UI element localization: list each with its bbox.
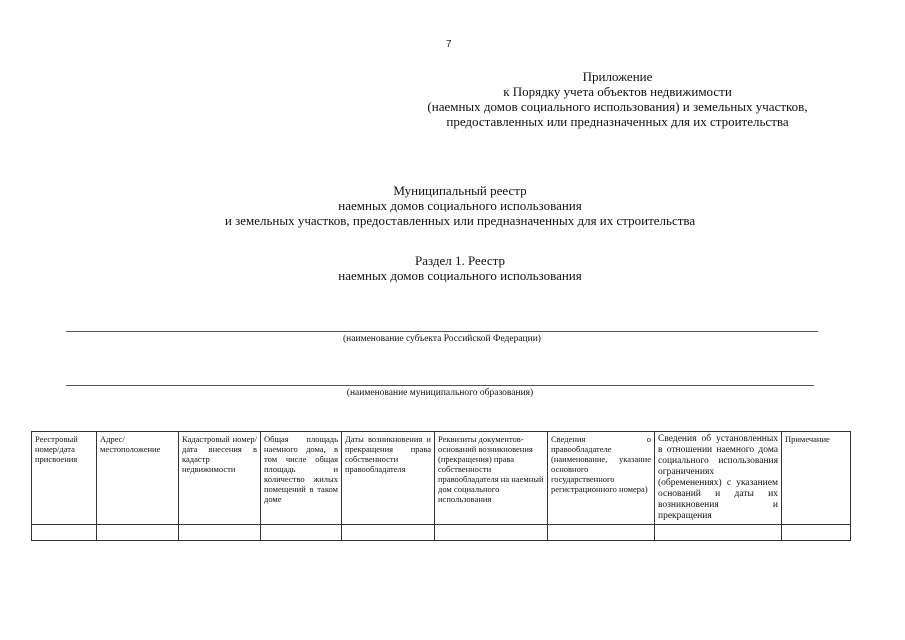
subject-field-caption: (наименование субъекта Российской Федерации) — [343, 334, 541, 344]
title-line: и земельных участков, предоставленных или предназначенных для их строительства — [224, 213, 696, 228]
column-header: Реквизиты документов-оснований возникновения (прекращения) права собственности правообладателя на наемный дом социального использования — [435, 432, 548, 525]
table-cell — [179, 525, 261, 541]
table-cell — [32, 525, 97, 541]
column-header: Общая площадь наемного дома, в том числе общая площадь и количество жилых помещений в таком доме — [261, 432, 342, 525]
table-cell — [548, 525, 655, 541]
column-header: Даты возникновения и прекращения права собственности правообладателя — [342, 432, 435, 525]
column-header: Адрес/ местоположение — [97, 432, 179, 525]
subject-field-line — [66, 331, 818, 332]
column-header: Примечание — [782, 432, 851, 525]
municipality-field-line — [66, 385, 814, 386]
appendix-header — [390, 69, 845, 129]
table-cell — [97, 525, 179, 541]
column-header: Кадастровый номер/дата внесения в кадастр недвижимости — [179, 432, 261, 525]
appendix-line: предоставленных или предназначенных для их строительства — [446, 114, 789, 129]
table-cell — [655, 525, 782, 541]
table-cell — [435, 525, 548, 541]
column-header: Реестровый номер/дата присвоения — [32, 432, 97, 525]
table-cell — [261, 525, 342, 541]
column-header: Сведения об установленных в отношении наемного дома социального использования ограничениях (обременениях) с указанием оснований и даты их возникновения и прекращения — [655, 432, 782, 525]
appendix-line: к Порядку учета объектов недвижимости — [503, 84, 732, 99]
section-line: наемных домов социального использования — [338, 268, 582, 283]
appendix-line: (наемных домов социального использования) и земельных участков, — [427, 99, 808, 114]
table-header-row — [32, 432, 851, 525]
table-cell — [342, 525, 435, 541]
appendix-line: Приложение — [582, 69, 653, 84]
document-title — [150, 183, 770, 228]
table-row — [32, 525, 851, 541]
table-cell — [782, 525, 851, 541]
section-line: Раздел 1. Реестр — [414, 253, 506, 268]
column-header: Сведения о правообладателе (наименование, указание основного государственного регистрационного номера) — [548, 432, 655, 525]
municipality-field-caption: (наименование муниципального образования) — [346, 388, 534, 398]
page-number: 7 — [446, 39, 452, 50]
registry-table — [31, 431, 851, 541]
title-line: Муниципальный реестр — [393, 183, 527, 198]
section-title — [250, 253, 670, 283]
title-line: наемных домов социального использования — [338, 198, 582, 213]
